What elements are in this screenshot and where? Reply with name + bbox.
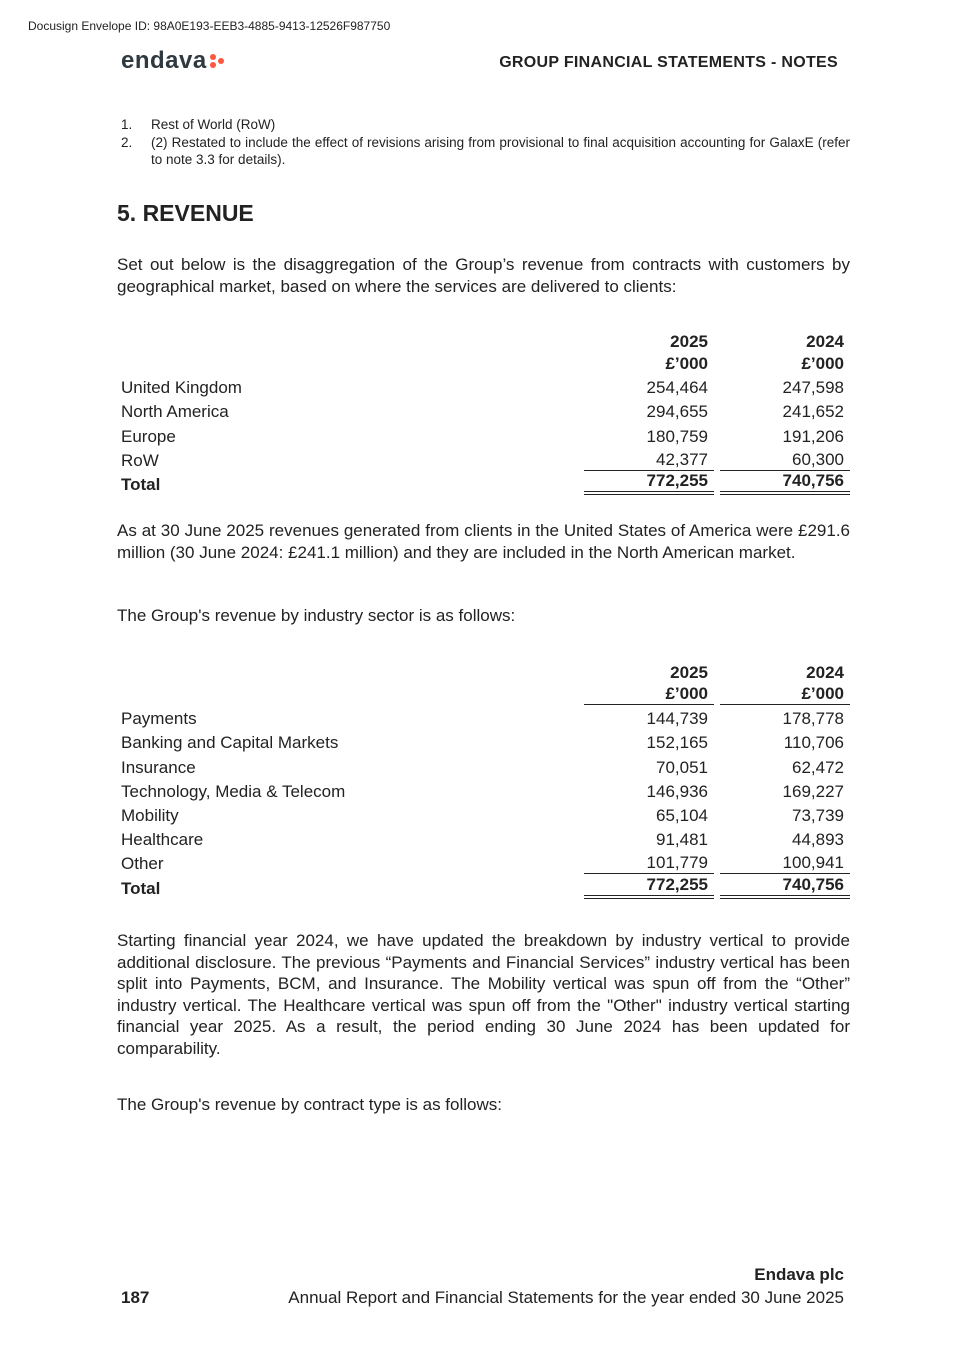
industry-intro: The Group's revenue by industry sector is as follows: (117, 606, 516, 625)
total-label: Total (121, 474, 161, 494)
table-header-row (117, 352, 850, 374)
value-2024: 110,706 (783, 733, 844, 753)
value-2024: 247,598 (782, 378, 844, 398)
row-label: RoW (121, 450, 159, 470)
table-row (117, 850, 850, 874)
footnote-item (121, 134, 850, 169)
usa-paragraph: As at 30 June 2025 revenues generated from clients in the United States of America were £291.6 million (30 June 2024: £241.1 million) and they are included in the North American market. (117, 521, 850, 562)
geographic-revenue-table (117, 330, 850, 495)
table-row (117, 802, 850, 826)
total-label: Total (121, 878, 161, 898)
row-label: North America (121, 402, 229, 422)
col-2025-unit: £’000 (584, 683, 714, 705)
table-row (117, 753, 850, 777)
logo-mark-icon (210, 53, 226, 69)
row-label: United Kingdom (121, 378, 242, 398)
value-2025: 70,051 (656, 757, 708, 777)
value-2025: 144,739 (646, 709, 708, 729)
footnote-number: 2. (121, 134, 133, 150)
value-2025: 65,104 (656, 805, 708, 825)
footnote-text: (2) Restated to include the effect of revisions arising from provisional to final acquisition accounting for GalaxE (refer to note 3.3 for details). (151, 134, 850, 167)
total-2024: 740,756 (720, 471, 850, 495)
table-total-row (117, 874, 850, 898)
row-label: Healthcare (121, 830, 204, 850)
value-2024: 241,652 (782, 402, 844, 422)
total-2025: 772,255 (584, 471, 714, 495)
vertical-paragraph: Starting financial year 2024, we have updated the breakdown by industry vertical to provide additional disclosure. The previous “Payments and Financial Services” industry vertical has been split into Payments, BCM, and Insurance. The Mobility vertical was spun off from the “Other” industry vertical. The Healthcare vertical was spun off from the "Other" industry vertical starting financial year 2025. As a result, the period ending 30 June 2024 has been updated for comparability. (117, 931, 850, 1058)
table-row (117, 374, 850, 398)
row-label: Other (121, 854, 164, 874)
footnotes-list (121, 116, 850, 169)
table-row (117, 422, 850, 446)
row-label: Europe (121, 426, 176, 446)
table-header-row (117, 661, 850, 683)
section-title: 5. REVENUE (117, 200, 254, 226)
value-2024: 60,300 (720, 447, 850, 471)
value-2025: 294,655 (646, 402, 708, 422)
value-2025: 91,481 (656, 830, 708, 850)
value-2025: 152,165 (646, 733, 708, 753)
col-2024-year: 2024 (806, 663, 844, 682)
value-2024: 169,227 (782, 781, 844, 801)
col-2025-unit: £’000 (665, 354, 708, 373)
contract-intro: The Group's revenue by contract type is as follows: (117, 1095, 502, 1114)
value-2024: 44,893 (792, 830, 844, 850)
value-2024: 191,206 (782, 426, 844, 446)
intro-paragraph: Set out below is the disaggregation of the Group’s revenue from contracts with customers by geographical market, based on where the services are delivered to clients: (117, 255, 850, 296)
page-number: 187 (121, 1288, 150, 1307)
row-label: Insurance (121, 757, 196, 777)
value-2025: 146,936 (646, 781, 708, 801)
total-2024: 740,756 (720, 874, 850, 898)
table-row (117, 447, 850, 471)
footnote-number: 1. (121, 117, 133, 132)
table-header-row (117, 330, 850, 352)
table-header-row (117, 683, 850, 705)
col-2024-unit: £’000 (801, 354, 844, 373)
table-row (117, 778, 850, 802)
value-2024: 62,472 (792, 757, 844, 777)
footnote-item (121, 116, 850, 134)
value-2024: 178,778 (782, 709, 844, 729)
col-2024-unit: £’000 (720, 683, 850, 705)
row-label: Banking and Capital Markets (121, 733, 339, 753)
table-row (117, 826, 850, 850)
value-2024: 100,941 (720, 850, 850, 874)
table-total-row (117, 471, 850, 495)
endava-logo (121, 47, 226, 75)
value-2025: 42,377 (584, 447, 714, 471)
row-label: Technology, Media & Telecom (121, 781, 346, 801)
logo-text: endava (121, 47, 207, 74)
table-row (117, 398, 850, 422)
table-row (117, 705, 850, 729)
table-row (117, 729, 850, 753)
row-label: Mobility (121, 805, 179, 825)
footnote-text: Rest of World (RoW) (151, 117, 276, 132)
docusign-envelope-id: Docusign Envelope ID: 98A0E193-EEB3-4885-9413-12526F987750 (28, 19, 391, 33)
industry-revenue-table (117, 661, 850, 899)
col-2025-year: 2025 (670, 663, 708, 682)
col-2024-year: 2024 (806, 332, 844, 351)
header-title: GROUP FINANCIAL STATEMENTS - NOTES (499, 54, 838, 71)
row-label: Payments (121, 709, 197, 729)
value-2025: 254,464 (646, 378, 708, 398)
value-2025: 101,779 (584, 850, 714, 874)
col-2025-year: 2025 (670, 332, 708, 351)
total-2025: 772,255 (584, 874, 714, 898)
value-2025: 180,759 (646, 426, 708, 446)
footer-company: Endava plc (754, 1265, 844, 1284)
footer-report-title: Annual Report and Financial Statements for the year ended 30 June 2025 (288, 1288, 844, 1307)
value-2024: 73,739 (792, 805, 844, 825)
